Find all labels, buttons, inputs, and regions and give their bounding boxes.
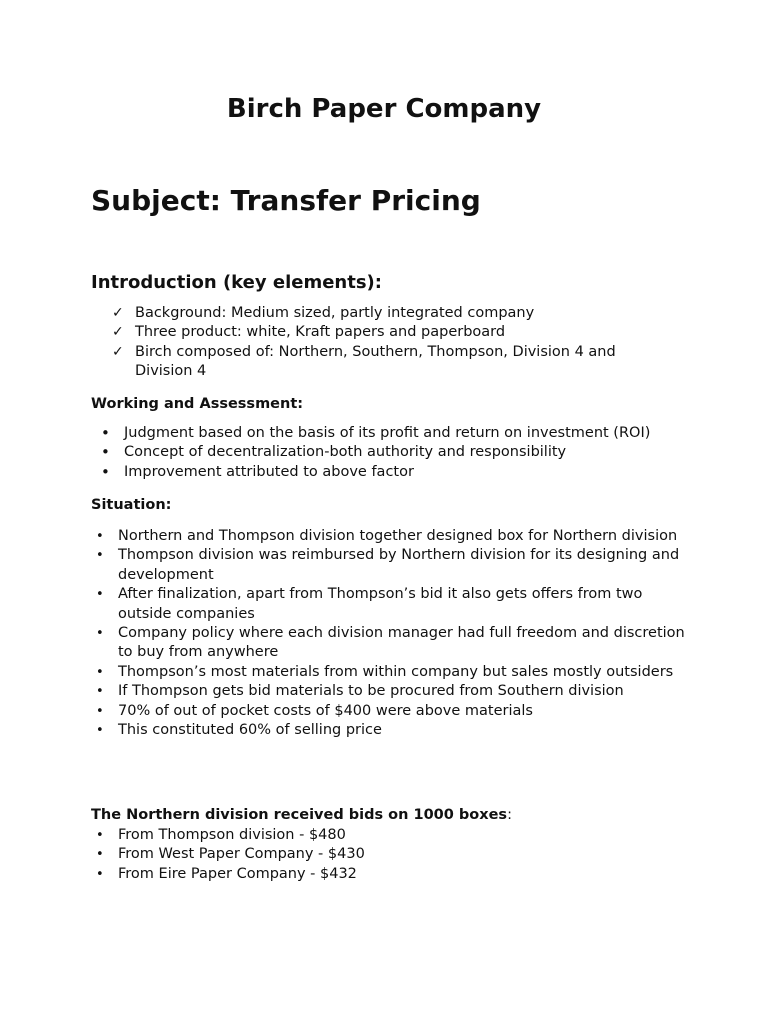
bullet-icon: • <box>96 723 104 739</box>
situation-heading: Situation: <box>91 497 172 513</box>
list-item-text: After finalization, apart from Thompson’s bid it also gets offers from two outside companies <box>118 586 643 622</box>
list-item-text: From West Paper Company - $430 <box>118 846 365 863</box>
list-item <box>96 865 686 884</box>
bullet-icon: • <box>101 443 110 462</box>
bullet-icon: • <box>96 703 104 719</box>
bids-heading-text: The Northern division received bids on 1000 boxes <box>91 807 508 823</box>
introduction-heading: Introduction (key elements): <box>91 272 382 293</box>
bullet-icon: • <box>96 828 104 843</box>
bullet-icon: • <box>96 626 104 642</box>
list-item <box>96 721 686 740</box>
list-item-text: Thompson’s most materials from within company but sales mostly outsiders <box>118 663 674 680</box>
list-item-text: 70% of out of pocket costs of $400 were above materials <box>118 702 533 719</box>
list-item-text: Northern and Thompson division together designed box for Northern division <box>118 528 678 544</box>
bullet-icon: • <box>96 847 104 863</box>
list-item <box>96 624 686 663</box>
bullet-icon: • <box>96 866 104 882</box>
introduction-list <box>112 304 672 382</box>
list-item <box>101 424 701 443</box>
list-item <box>96 826 686 845</box>
check-icon: ✓ <box>112 324 124 341</box>
bullet-icon: • <box>101 424 110 442</box>
list-item <box>96 845 686 864</box>
list-item-text: Improvement attributed to above factor <box>124 463 414 480</box>
list-item <box>96 527 686 546</box>
list-item <box>96 585 686 624</box>
list-item-text: If Thompson gets bid materials to be procured from Southern division <box>118 683 624 700</box>
list-item <box>96 702 686 721</box>
list-item <box>112 343 672 382</box>
list-item-text: Judgment based on the basis of its profit and return on investment (ROI) <box>124 425 651 441</box>
bids-heading-colon: : <box>507 807 512 823</box>
bullet-icon: • <box>96 529 104 544</box>
list-item-text: Thompson division was reimbursed by Northern division for its designing and development <box>118 547 680 583</box>
list-item <box>96 682 686 701</box>
situation-list <box>96 527 686 740</box>
bullet-icon: • <box>96 664 104 680</box>
bullet-icon: • <box>96 548 104 564</box>
list-item <box>101 463 701 482</box>
list-item <box>96 546 686 585</box>
list-item <box>112 304 672 323</box>
check-icon: ✓ <box>112 343 124 360</box>
list-item-text: From Thompson division - $480 <box>118 827 346 843</box>
list-item-text: Birch composed of: Northern, Southern, Thompson, Division 4 and Division 4 <box>135 343 616 380</box>
list-item <box>101 443 701 462</box>
check-icon: ✓ <box>112 305 124 321</box>
list-item-text: This constituted 60% of selling price <box>118 722 382 739</box>
subject-heading: Subject: Transfer Pricing <box>91 184 481 217</box>
working-heading: Working and Assessment: <box>91 396 304 412</box>
bids-list <box>96 826 686 884</box>
bids-heading <box>91 805 512 825</box>
list-item-text: Three product: white, Kraft papers and paperboard <box>135 324 506 341</box>
list-item-text: Concept of decentralization-both authority and responsibility <box>124 444 567 461</box>
list-item-text: Background: Medium sized, partly integrated company <box>135 305 535 321</box>
list-item-text: Company policy where each division manager had full freedom and discretion to buy from anywhere <box>118 625 685 661</box>
list-item <box>96 663 686 682</box>
bullet-icon: • <box>101 462 110 481</box>
list-item <box>112 323 672 342</box>
list-item-text: From Eire Paper Company - $432 <box>118 865 357 882</box>
document-title: Birch Paper Company <box>226 94 542 124</box>
bullet-icon: • <box>96 587 104 603</box>
bullet-icon: • <box>96 684 104 700</box>
working-list <box>101 424 701 482</box>
